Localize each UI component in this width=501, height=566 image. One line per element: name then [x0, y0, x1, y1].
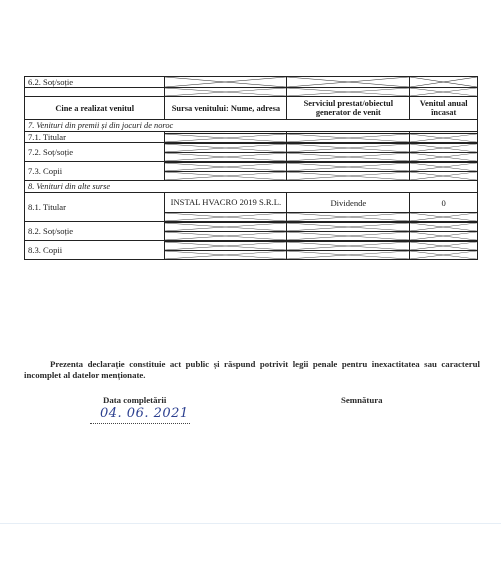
row-label: 8.2. Soț/soție — [25, 222, 165, 241]
handwritten-date: 04. 06. 2021 — [90, 406, 190, 424]
row-label: 7.1. Titular — [25, 132, 165, 143]
crossed-cell — [410, 251, 478, 260]
crossed-cell — [287, 77, 410, 88]
crossed-cell — [410, 144, 478, 153]
page-divider — [0, 523, 501, 524]
header-source: Sursa venitului: Nume, adresa — [165, 97, 287, 120]
crossed-cell — [165, 213, 287, 222]
crossed-cell — [287, 153, 410, 162]
crossed-cell — [287, 232, 410, 241]
signature-label: Semnătura — [341, 395, 383, 405]
crossed-cell — [410, 77, 478, 88]
section-row — [25, 181, 478, 193]
crossed-cell — [287, 144, 410, 153]
row-label: 7.3. Copii — [25, 162, 165, 181]
legal-statement: Prezenta declarație constituie act public și răspund potrivit legii penale pentru inexactitatea sau caracterul incomplet al datelor menționate. — [24, 359, 480, 380]
crossed-cell — [287, 213, 410, 222]
crossed-cell — [165, 88, 287, 97]
crossed-cell — [165, 77, 287, 88]
income-amount: 0 — [410, 193, 478, 213]
crossed-cell — [410, 232, 478, 241]
crossed-cell — [410, 134, 478, 143]
crossed-cell — [287, 134, 410, 143]
section-row — [25, 120, 478, 132]
section-7-title: 7. Venituri din premii și din jocuri de noroc — [25, 120, 478, 132]
crossed-cell — [287, 242, 410, 251]
section-8-title: 8. Venituri din alte surse — [25, 181, 478, 193]
crossed-cell — [165, 172, 287, 181]
row-label: 7.2. Soț/soție — [25, 143, 165, 162]
crossed-cell — [410, 163, 478, 172]
crossed-cell — [165, 242, 287, 251]
header-service: Serviciul prestat/obiectul generator de venit — [287, 97, 410, 120]
table-row — [25, 193, 478, 213]
crossed-cell — [165, 134, 287, 143]
crossed-cell — [410, 88, 478, 97]
crossed-cell — [410, 213, 478, 222]
crossed-cell — [165, 153, 287, 162]
row-label: 8.1. Titular — [25, 193, 165, 222]
header-income: Venitul anual încasat — [410, 97, 478, 120]
row-label: 6.2. Soț/soție — [25, 77, 165, 88]
date-label: Data completării — [103, 395, 167, 405]
table-header-row — [25, 97, 478, 120]
income-service: Dividende — [287, 193, 410, 213]
income-table — [24, 76, 478, 260]
table-row — [25, 77, 478, 88]
header-who: Cine a realizat venitul — [25, 97, 165, 120]
crossed-cell — [410, 153, 478, 162]
crossed-cell — [410, 223, 478, 232]
crossed-cell — [165, 144, 287, 153]
table-row — [25, 88, 478, 97]
crossed-cell — [410, 172, 478, 181]
crossed-cell — [410, 242, 478, 251]
crossed-cell — [165, 223, 287, 232]
crossed-cell — [287, 163, 410, 172]
income-source: INSTAL HVACRO 2019 S.R.L. — [165, 193, 287, 213]
row-label: 8.3. Copii — [25, 241, 165, 260]
crossed-cell — [165, 163, 287, 172]
crossed-cell — [287, 88, 410, 97]
crossed-cell — [287, 223, 410, 232]
crossed-cell — [287, 172, 410, 181]
crossed-cell — [287, 251, 410, 260]
crossed-cell — [165, 232, 287, 241]
crossed-cell — [165, 251, 287, 260]
